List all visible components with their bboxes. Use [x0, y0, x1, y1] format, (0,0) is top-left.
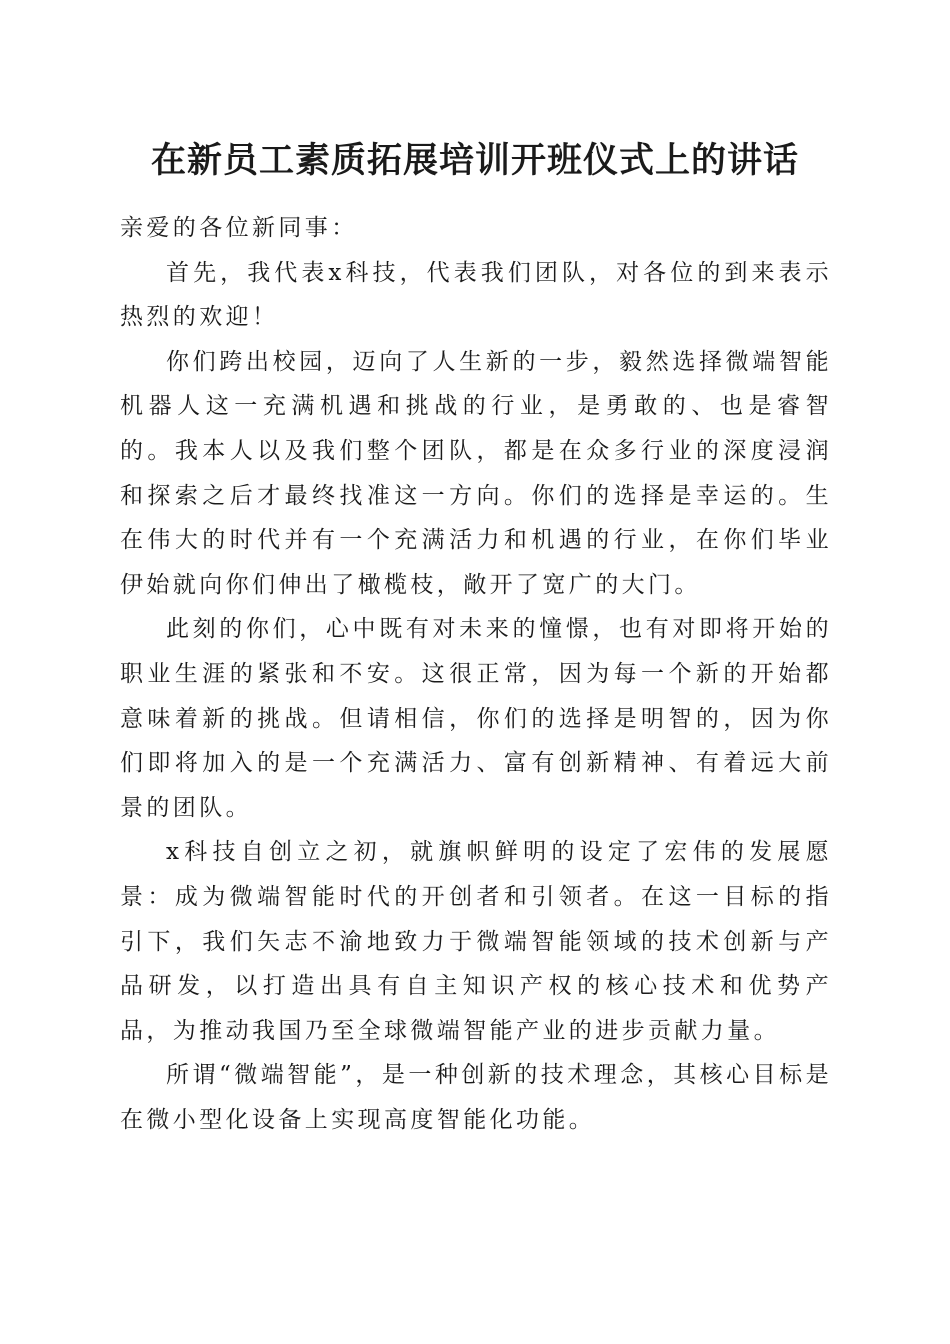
document-title: 在新员工素质拓展培训开班仪式上的讲话 [150, 140, 799, 181]
salutation: 亲爱的各位新同事： [120, 215, 358, 241]
paragraph: 首先，我代表x科技，代表我们团队，对各位的到来表示热烈的欢迎！ [120, 259, 832, 331]
paragraph: 此刻的你们，心中既有对未来的憧憬，也有对即将开始的职业生涯的紧张和不安。这很正常，因为每一个新的开始都意味着新的挑战。但请相信，你们的选择是明智的，因为你们即将加入的是一个充满活力、富有创新精神、有着远大前景的团队。 [120, 616, 832, 821]
paragraph: 你们跨出校园，迈向了人生新的一步，毅然选择微端智能机器人这一充满机遇和挑战的行业，是勇敢的、也是睿智的。我本人以及我们整个团队，都是在众多行业的深度浸润和探索之后才最终找准这一方向。你们的选择是幸运的。生在伟大的时代并有一个充满活力和机遇的行业，在你们毕业伊始就向你们伸出了橄榄枝，敞开了宽广的大门。 [120, 348, 832, 598]
document-body [120, 206, 832, 1142]
paragraph: 所谓“微端智能”，是一种创新的技术理念，其核心目标是在微小型化设备上实现高度智能化功能。 [120, 1062, 832, 1133]
paragraph: x科技自创立之初，就旗帜鲜明的设定了宏伟的发展愿景：成为微端智能时代的开创者和引领者。在这一目标的指引下，我们矢志不渝地致力于微端智能领域的技术创新与产品研发，以打造出具有自主知识产权的核心技术和优势产品，为推动我国乃至全球微端智能产业的进步贡献力量。 [120, 839, 832, 1044]
